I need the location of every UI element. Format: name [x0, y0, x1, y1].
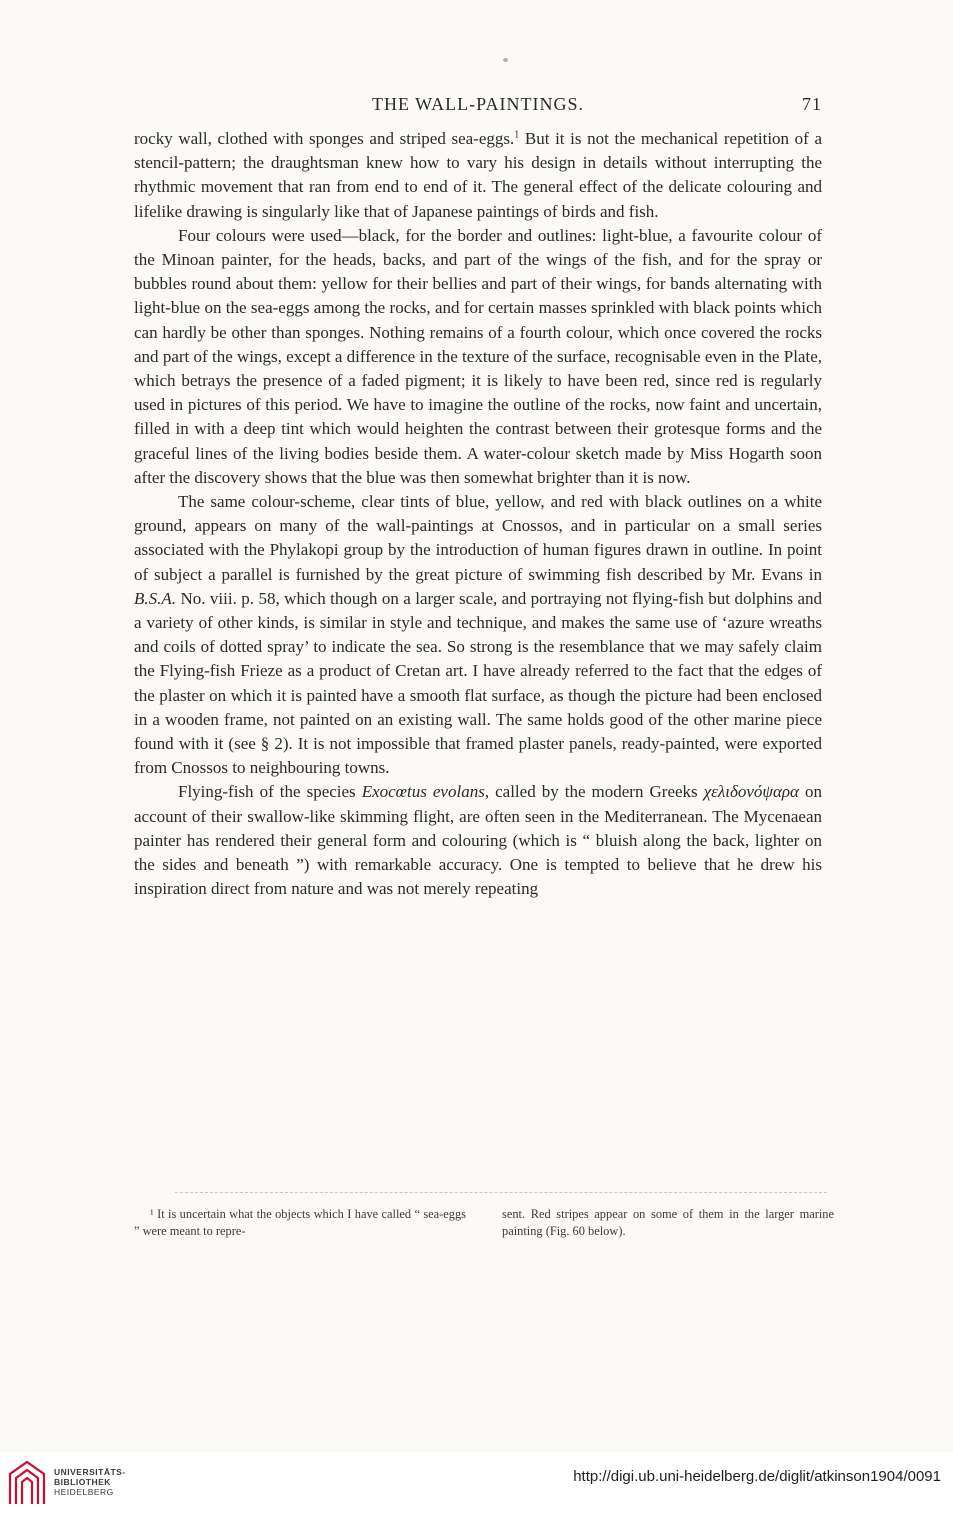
- italic-text: χελιδονόψαρα: [703, 782, 799, 802]
- paragraph: [134, 224, 822, 490]
- paragraph: [134, 127, 822, 224]
- heidelberg-library-logo-icon[interactable]: [6, 1458, 48, 1506]
- text-run: But it is not the mechanical repetition of a stencil-pattern; the draughtsman knew how to vary his design in details without interrupting the rhythmic movement that ran from end to end of it. The general effect of the delicate colouring and lifelike drawing is singularly like that of Japanese paintings of birds and fish.: [134, 129, 823, 221]
- text-run: The same colour-scheme, clear tints of blue, yellow, and red with black outlines on a white ground, appears on many of the wall-paintings at Cnossos, and in particular on a small series associated with the Phylakopi group by the introduction of human figures drawn in outline. In point of subject a parallel is furnished by the great picture of swimming fish described by Mr. Evans in: [134, 492, 822, 584]
- text-run: No. viii. p. 58, which though on a larger scale, and portraying not flying-fish but dolphins and a variety of other kinds, is similar in style and technique, and makes the same use of ‘azure wreaths and coils of dotted spray’ to indicate the sea. So strong is the resemblance that we may safely claim the Flying-fish Frieze as a product of Cretan art. I have already referred to the fact that the edges of the plaster on which it is painted have a smooth flat surface, as though the picture had been enclosed in a wooden frame, not painted on an existing wall. The same holds good of the other marine piece found with it (see § 2). It is not impossible that framed plaster panels, ready-painted, were exported from Cnossos to neighbouring towns.: [134, 588, 822, 778]
- italic-text: B.S.A.: [134, 588, 177, 608]
- text-run: , called by the modern Greeks: [484, 782, 704, 802]
- viewer-footer: [0, 1452, 953, 1522]
- text-run: Flying-fish of the species: [178, 782, 362, 802]
- paragraph: [134, 780, 822, 901]
- page-number: 71: [802, 94, 822, 114]
- footnote-separator: [175, 1192, 827, 1193]
- text-run: rocky wall, clothed with sponges and striped sea-eggs.: [134, 129, 515, 148]
- permalink-url[interactable]: http://digi.ub.uni-heidelberg.de/diglit/atkinson1904/0091: [573, 1468, 941, 1485]
- library-name-line-3: HEIDELBERG: [54, 1487, 114, 1497]
- running-header: [134, 94, 822, 118]
- footnote-column-1: ¹ It is uncertain what the objects which I have called “ sea-eggs ” were meant to repre-: [134, 1207, 466, 1238]
- library-name[interactable]: [54, 1467, 126, 1497]
- paper-speck: [503, 58, 508, 62]
- paragraph: [134, 490, 822, 780]
- italic-text: Exocœtus evolans: [361, 782, 485, 802]
- footnote-marker: 1: [514, 129, 520, 141]
- text-run: on account of their swallow-like skimming flight, are often seen in the Mediterranean. The Mycenaean painter has rendered their general form and colouring (which is “ bluish along the back, lighter on the sides and beneath ”) with remarkable accuracy. One is tempted to believe that he drew his inspiration direct from nature and was not merely repeating: [134, 782, 822, 899]
- footnote-column-2: sent. Red stripes appear on some of them in the larger marine painting (Fig. 60 below).: [502, 1207, 834, 1238]
- library-name-line-2: BIBLIOTHEK: [54, 1477, 111, 1487]
- footnote: [134, 1206, 834, 1240]
- body-text: [134, 127, 822, 902]
- library-name-line-1: UNIVERSITÄTS-: [54, 1467, 126, 1477]
- text-run: Four colours were used—black, for the border and outlines: light-blue, a favourite colour of the Minoan painter, for the heads, backs, and part of the wings of the fish, and for the spray or bubbles round about them: yellow for their bellies and part of their wings, for bands alternating with light-blue on the sea-eggs among the rocks, and for certain masses sprinkled with black points which can hardly be other than sponges. Nothing remains of a fourth colour, which once covered the rocks and part of the wings, except a difference in the texture of the surface, recognisable even in the Plate, which betrays the presence of a faded pigment; it is likely to have been red, since red is regularly used in pictures of this period. We have to imagine the outline of the rocks, now faint and uncertain, filled in with a deep tint which would heighten the contrast between their grotesque forms and the graceful lines of the living bodies beside them. A water-colour sketch made by Miss Hogarth soon after the discovery shows that the blue was then somewhat brighter than it is now.: [134, 225, 822, 487]
- running-title: THE WALL-PAINTINGS.: [372, 94, 584, 114]
